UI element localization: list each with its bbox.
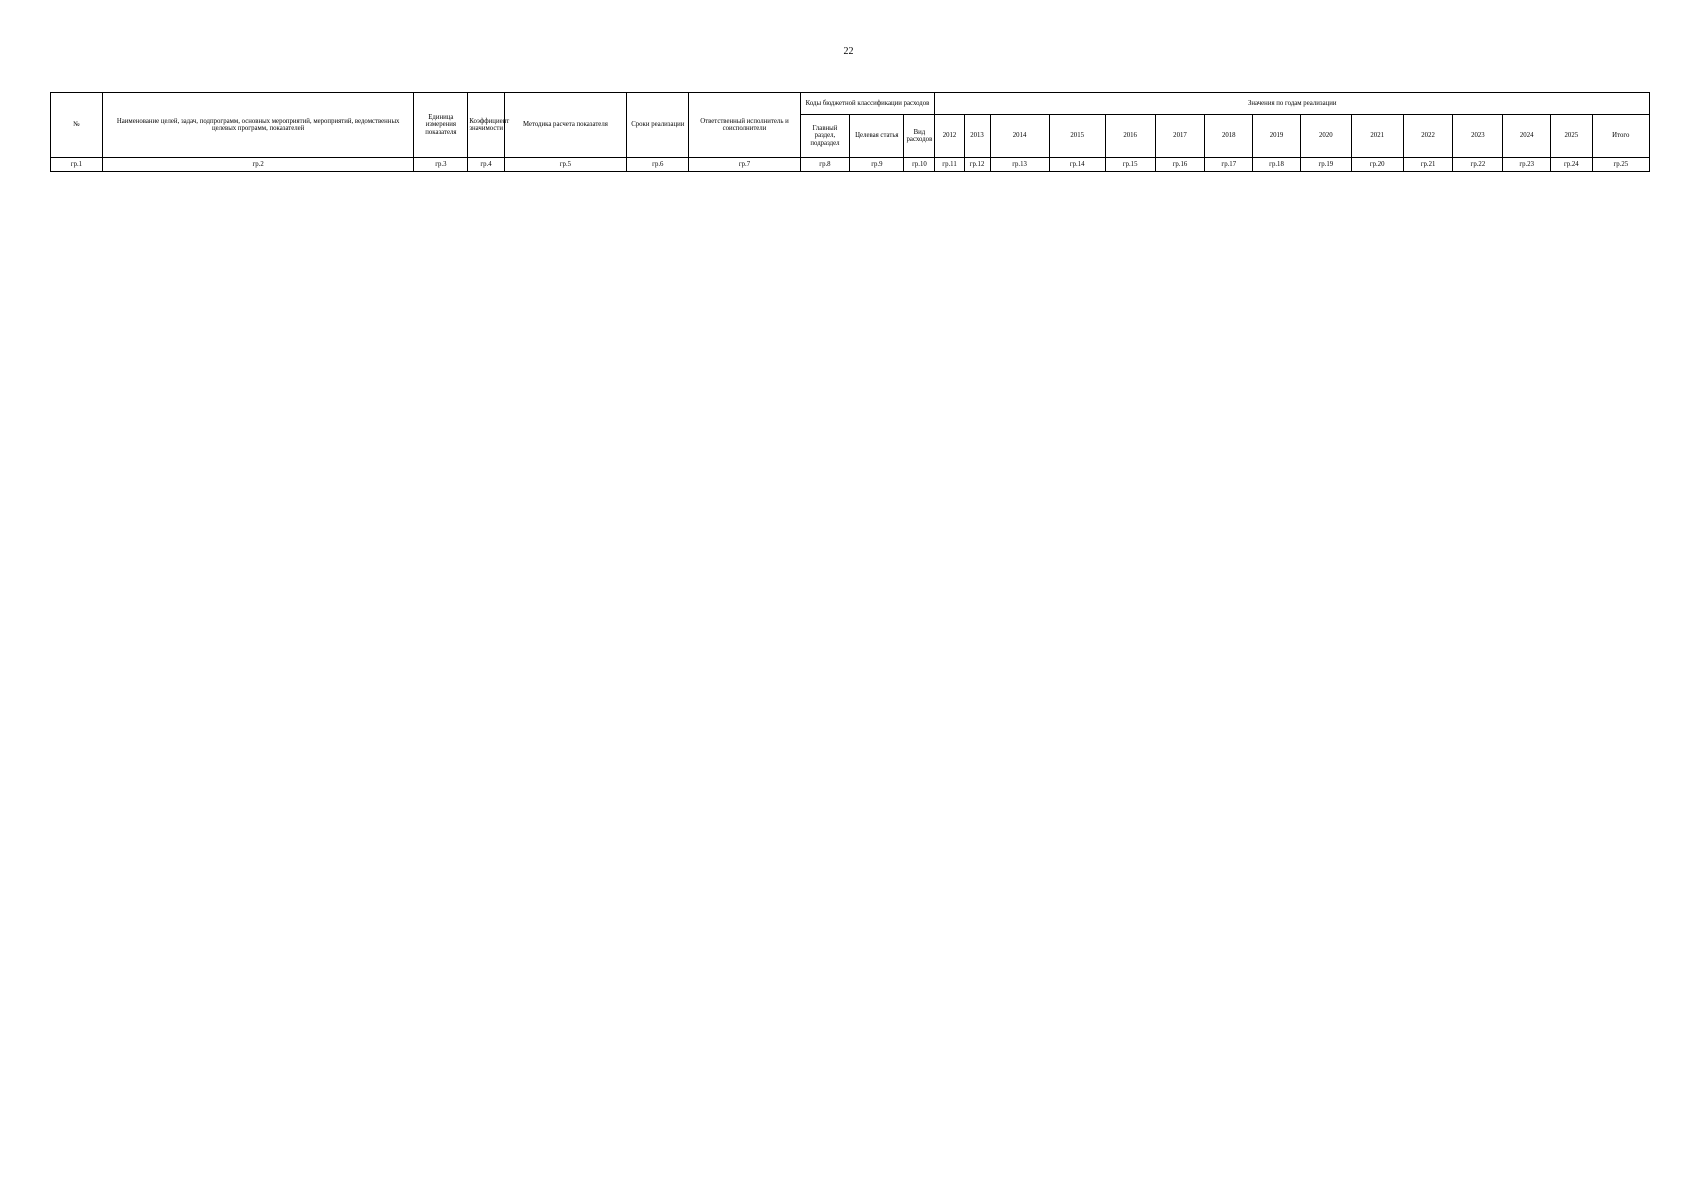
header-group-number: гр.10 [904,158,935,172]
header-group-number: гр.21 [1403,158,1453,172]
header-year: 2019 [1253,115,1301,158]
header-year: 2022 [1403,115,1453,158]
header-group-number: гр.24 [1551,158,1593,172]
header-group-number: гр.17 [1205,158,1253,172]
header-group-number: гр.9 [850,158,904,172]
header-target-article: Целевая статья [850,115,904,158]
header-year: 2018 [1205,115,1253,158]
header-expense-type: Вид расходов [904,115,935,158]
header-num: № [51,93,103,158]
header-year: 2014 [990,115,1049,158]
header-group-number: гр.18 [1253,158,1301,172]
header-year: 2012 [935,115,964,158]
header-group-number: гр.3 [414,158,468,172]
header-group-number: гр.23 [1503,158,1551,172]
header-terms: Сроки реализации [627,93,689,158]
header-group-number: гр.16 [1155,158,1205,172]
header-group-number: гр.20 [1351,158,1403,172]
header-year: 2023 [1453,115,1503,158]
header-unit: Единица измерения показателя [414,93,468,158]
header-group-number: гр.14 [1049,158,1105,172]
header-year: 2024 [1503,115,1551,158]
header-group-number: гр.15 [1105,158,1155,172]
header-group-number: гр.8 [800,158,850,172]
header-budget-codes: Коды бюджетной классификации расходов [800,93,935,115]
header-year: 2020 [1300,115,1351,158]
page-number: 22 [843,46,854,57]
header-responsible: Ответственный исполнитель и соисполнители [689,93,800,158]
header-section: Главный раздел, подраздел [800,115,850,158]
header-year: 2025 [1551,115,1593,158]
header-year: 2021 [1351,115,1403,158]
header-group-number: гр.25 [1592,158,1649,172]
header-method: Методика расчета показателя [504,93,627,158]
header-group-number: гр.19 [1300,158,1351,172]
header-year: 2017 [1155,115,1205,158]
header-group-number: гр.13 [990,158,1049,172]
header-year: Итого [1592,115,1649,158]
header-year: 2015 [1049,115,1105,158]
header-years-group: Значения по годам реализации [935,93,1650,115]
header-group-number: гр.2 [102,158,413,172]
header-group-number: гр.5 [504,158,627,172]
header-year: 2013 [964,115,990,158]
header-name: Наименование целей, задач, подпрограмм, основных мероприятий, мероприятий, ведомственных целевых программ, показателей [102,93,413,158]
header-group-number: гр.12 [964,158,990,172]
header-group-number: гр.1 [51,158,103,172]
header-coef: Коэффициент значимости [468,93,504,158]
program-indicators-table [50,92,1650,172]
header-group-number: гр.6 [627,158,689,172]
header-group-number: гр.11 [935,158,964,172]
header-group-number: гр.22 [1453,158,1503,172]
header-group-number: гр.7 [689,158,800,172]
header-year: 2016 [1105,115,1155,158]
header-group-number: гр.4 [468,158,504,172]
table-header [51,93,1650,172]
